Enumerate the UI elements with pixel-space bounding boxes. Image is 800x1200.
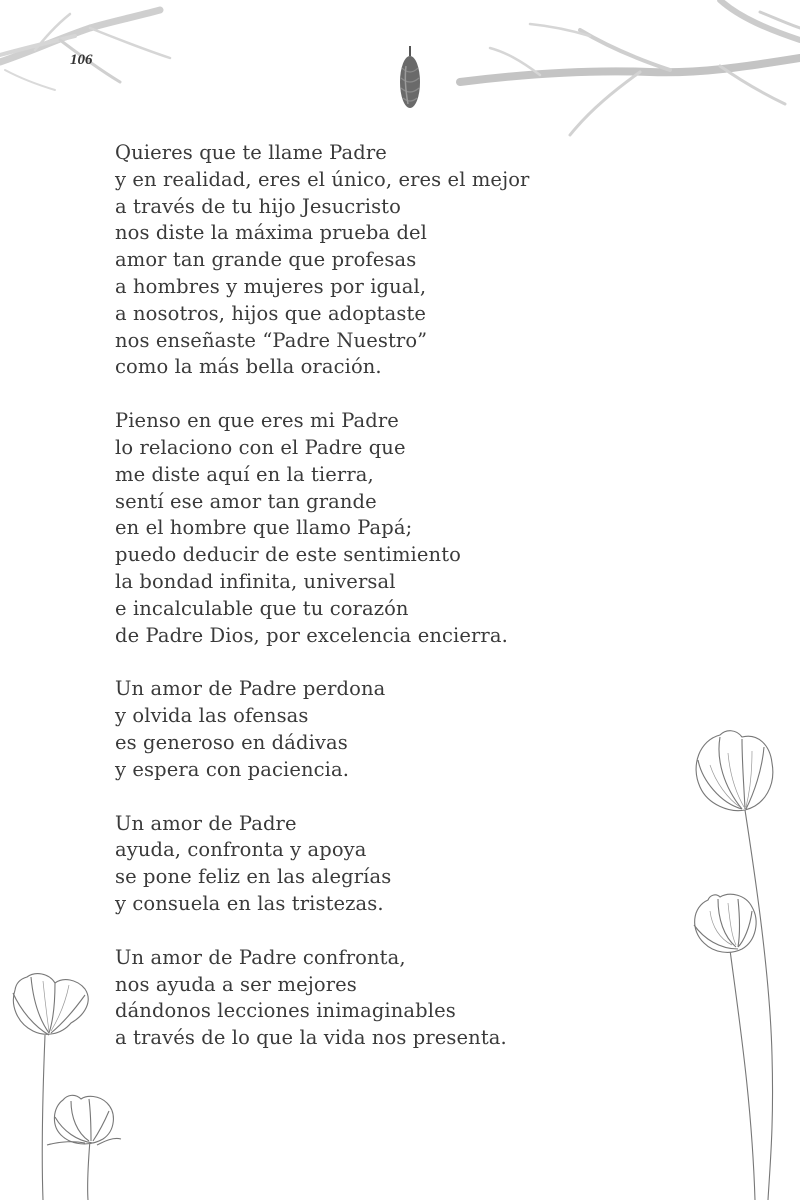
poem-line: y en realidad, eres el único, eres el mejor xyxy=(115,167,530,191)
poem-line: nos ayuda a ser mejores xyxy=(115,972,357,996)
cocoon-illustration xyxy=(396,46,426,116)
poem-line: se pone feliz en las alegrías xyxy=(115,865,392,889)
poem-line: la bondad infinita, universal xyxy=(115,569,396,593)
poem-line: sentí ese amor tan grande xyxy=(115,489,377,513)
poem-line: me diste aquí en la tierra, xyxy=(115,462,374,486)
poem-stanza xyxy=(115,811,675,918)
poem-line: dándonos lecciones inimaginables xyxy=(115,999,456,1023)
poem-line: a nosotros, hijos que adoptaste xyxy=(115,301,427,325)
poem-line: ayuda, confronta y apoya xyxy=(115,838,367,862)
poem-line: amor tan grande que profesas xyxy=(115,248,417,272)
poem-line: a hombres y mujeres por igual, xyxy=(115,274,427,298)
poem-line: nos enseñaste “Padre Nuestro” xyxy=(115,328,428,352)
poem-line: Un amor de Padre xyxy=(115,811,297,835)
poem-line: puedo deducir de este sentimiento xyxy=(115,543,461,567)
poem-line: a través de lo que la vida nos presenta. xyxy=(115,1026,507,1050)
poem-line: Pienso en que eres mi Padre xyxy=(115,409,399,433)
poem-body xyxy=(115,140,675,1079)
poem-line: y consuela en las tristezas. xyxy=(115,891,384,915)
poem-line: Un amor de Padre confronta, xyxy=(115,945,406,969)
poem-stanza xyxy=(115,408,675,649)
flowers-right-illustration xyxy=(680,725,795,1200)
poem-line: Quieres que te llame Padre xyxy=(115,141,387,164)
poem-line: a través de tu hijo Jesucristo xyxy=(115,194,401,218)
page-number: 106 xyxy=(70,52,93,68)
poem-line: es generoso en dádivas xyxy=(115,730,348,754)
poem-line: Un amor de Padre perdona xyxy=(115,677,386,701)
poem-line: lo relaciono con el Padre que xyxy=(115,435,406,459)
poem-line: en el hombre que llamo Papá; xyxy=(115,516,413,540)
poem-stanza xyxy=(115,945,675,1052)
flowers-left-illustration xyxy=(5,965,130,1200)
poem-line: como la más bella oración. xyxy=(115,355,382,379)
poem-line: de Padre Dios, por excelencia encierra. xyxy=(115,623,508,647)
poem-line: y olvida las ofensas xyxy=(115,704,309,728)
poem-stanza xyxy=(115,676,675,783)
poem-line: e incalculable que tu corazón xyxy=(115,596,409,620)
branch-top-right-illustration xyxy=(420,0,800,140)
poem-stanza xyxy=(115,140,675,381)
poem-line: y espera con paciencia. xyxy=(115,757,349,781)
poem-line: nos diste la máxima prueba del xyxy=(115,221,428,245)
